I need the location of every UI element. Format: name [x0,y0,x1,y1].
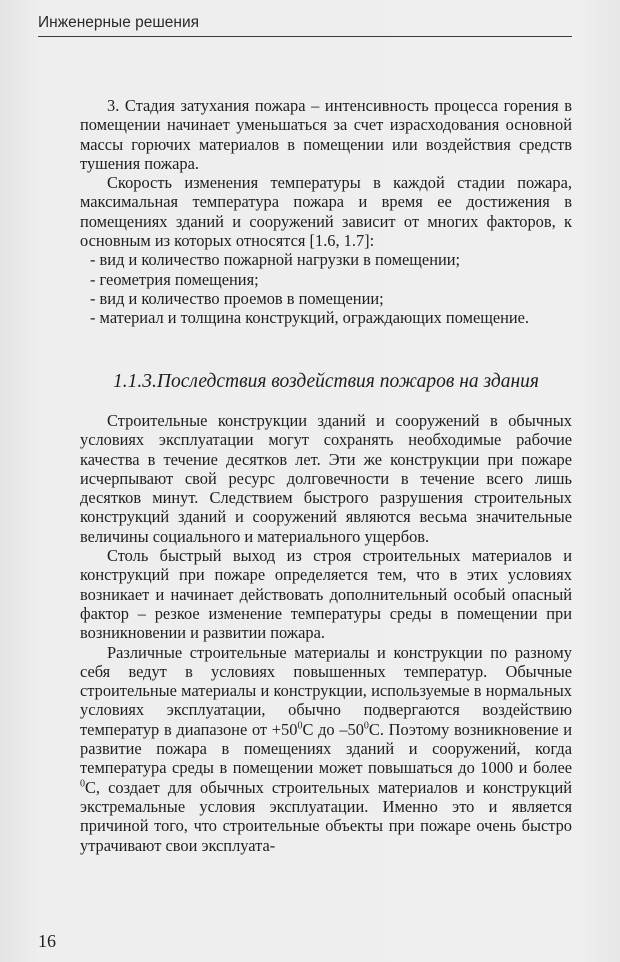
list-item-enclosing-structures: - материал и толщина конструкций, ограждающих помещение. [90,308,530,328]
running-header: Инженерные решения [38,10,572,37]
list-item-openings: - вид и количество проемов в помещении; [90,288,384,308]
text-run: Различные строительные материалы и конструкции по разному себя ведут в условиях повышенных температур. Обычные строительные материалы и конструкции, используемые в нормальных условиях эксплуатации, обычно подвергаются воздействию температур в диапазоне от +50 [80,642,572,739]
paragraph-rapid-failure: Столь быстрый выход из строя строительных материалов и конструкций при пожаре определяется тем, что в этих условиях возникает и начинает действовать дополнительный особый опасный фактор – резкое изменение температуры среды в помещении при возникновении и развитии пожара. [80,546,572,643]
paragraph-structures-durability: Строительные конструкции зданий и сооружений в обычных условиях эксплуатации могут сохранять необходимые рабочие качества в течение десятков лет. Эти же конструкции при пожаре исчерпывают свой ресурс долговечности в течение всего лишь десятков минут. Следствием быстрого разрушения строительных конструкций зданий и сооружений являются весьма значительные величины социального и материального ущербов. [80,411,572,546]
paragraph-decay-stage: 3. Стадия затухания пожара – интенсивность процесса горения в помещении начинает уменьшаться за счет израсходования основной массы горючих материалов в помещении или воздействия средств тушения пожара. [80,96,572,173]
text-run: С. Поэтому возникновение и развитие пожара в помещениях зданий и сооружений, когда температура среды в помещении может повышаться до 1000 и более [80,719,573,778]
list-item-room-geometry: - геометрия помещения; [90,269,259,289]
page-number: 16 [38,931,56,951]
degree-superscript: 0 [80,778,85,790]
section-heading: 1.1.3.Последствия воздействия пожаров на здания [113,371,539,392]
text-run: С, создает для обычных строительных материалов и конструкций экстремальные условия эксплуатации. Именно это и является причиной того, что строительные объекты при пожаре очень быстро утрачивают свои эксплуата- [80,777,572,855]
text-block-fire-stages [80,96,572,328]
paragraph-temperature-range [80,643,572,855]
text-run: С до –50 [302,719,364,739]
list-item-fire-load: - вид и количество пожарной нагрузки в помещении; [90,250,461,270]
degree-superscript: 0 [297,720,303,732]
paragraph-temperature-factors: Скорость изменения температуры в каждой стадии пожара, максимальная температура пожара и время ее достижения в помещениях зданий и сооружений зависит от многих факторов, к основным из которых относятся [1.6, 1.7]: [80,173,572,251]
text-block-fire-consequences [80,411,572,855]
degree-superscript: 0 [363,720,369,732]
